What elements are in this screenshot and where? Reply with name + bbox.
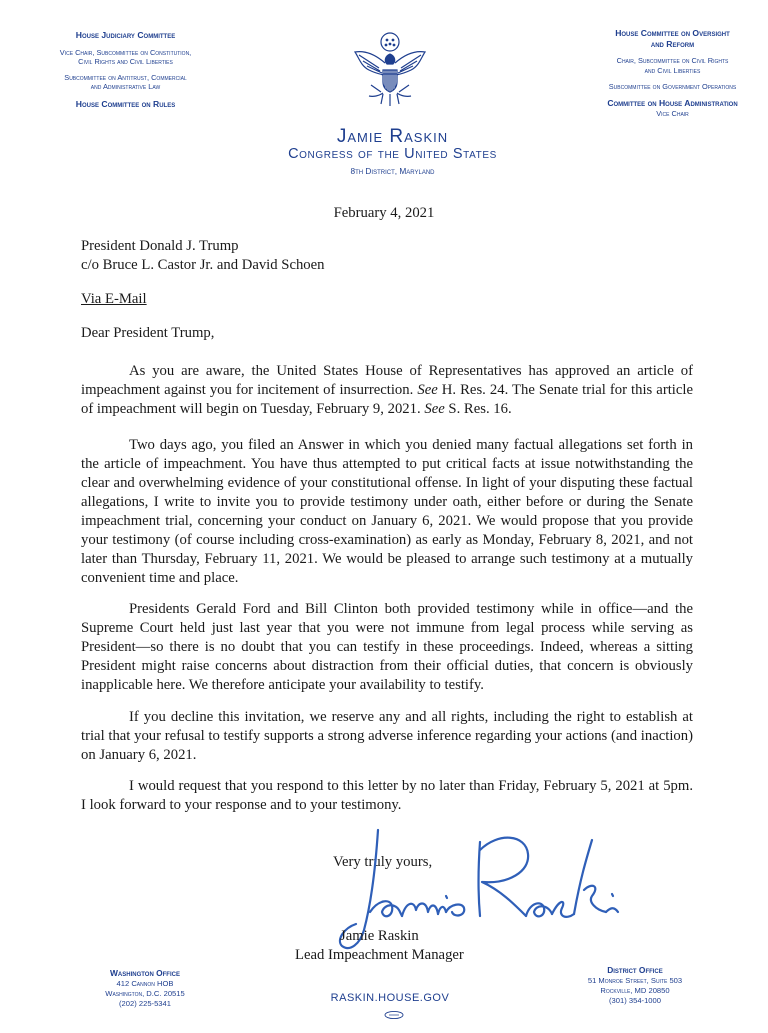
addressee-line: c/o Bruce L. Castor Jr. and David Schoen (81, 257, 325, 273)
committee-heading: and Reform (650, 38, 695, 49)
district-office (560, 965, 710, 1006)
office-title: Washington Office (110, 968, 180, 978)
paragraph-text: H. Res. 24. The Senate trial for this article of impeachment will begin on Tuesday, February 9, 2021. (81, 382, 694, 417)
body-paragraph: Presidents Gerald Ford and Bill Clinton both provided testimony while in office—and the Supreme Court held just last year that you were not immune from legal process while serving as President—so there is no doubt that you can testify in these proceedings. Indeed, whereas a sitting President might raise concerns about distraction from their official duties, that concern is obviously inapplicable here. We therefore anticipate your availability to testify. (81, 601, 693, 693)
congress-title: Congress of the United States (288, 146, 497, 162)
letterhead (220, 127, 565, 176)
committee-sub: Vice Chair (656, 108, 689, 118)
delivery-method: Via E-Mail (81, 291, 147, 307)
office-title: District Office (607, 965, 663, 975)
committee-heading: Committee on House Administration (607, 98, 738, 109)
signer-title: Lead Impeachment Manager (295, 947, 464, 963)
right-committee-list (560, 28, 768, 118)
committee-sub: Civil Rights and Civil Liberties (78, 56, 173, 66)
addressee-line: President Donald J. Trump (81, 238, 239, 254)
office-phone: (202) 225-5341 (119, 998, 171, 1008)
left-committee-list (18, 30, 233, 109)
salutation: Dear President Trump, (81, 325, 215, 341)
committee-heading: House Committee on Oversight (615, 28, 730, 38)
signer-name: Jamie Raskin (340, 928, 419, 944)
committee-sub: and Civil Liberties (644, 65, 701, 75)
committee-sub: Subcommittee on Antitrust, Commercial (64, 73, 187, 83)
district-label: 8th District, Maryland (350, 165, 435, 176)
body-paragraph: I would request that you respond to this letter by no later than Friday, February 5, 2021 at 5pm. I look forward to your response and to your testimony. (81, 778, 693, 813)
committee-heading: House Committee on Rules (75, 98, 176, 109)
printed-on-recycled-paper-icon (383, 1010, 405, 1020)
citation-signal: See (424, 401, 445, 417)
office-phone: (301) 354-1000 (609, 995, 661, 1005)
office-address: 51 Monroe Street, Suite 503 (587, 975, 683, 985)
addressee-block (81, 237, 325, 275)
body-paragraph: If you decline this invitation, we reserve any and all rights, including the right to establish at trial that your refusal to testify supports a strong adverse inference regarding your actions (and inaction) on January 6, 2021. (81, 709, 693, 763)
office-address: Rockville, MD 20850 (600, 985, 670, 995)
body-paragraph: Two days ago, you filed an Answer in which you denied many factual allegations set forth in the article of impeachment. You have thus attempted to put critical facts at issue notwithstanding the clear and overwhelming evidence of your constitutional offense. In light of your disputing these factual allegations, I write to invite you to provide testimony under oath, either before or during the Senate impeachment trial, concerning your conduct on January 6, 2021. We would propose that you provide your testimony (of course including cross-examination) as early as Monday, February 8, 2021, and not later than Thursday, February 11, 2021. We would be pleased to arrange such testimony at a mutually convenient time and place. (81, 437, 693, 586)
letter-date: February 4, 2021 (333, 205, 435, 221)
paragraph-text: S. Res. 16. (444, 401, 512, 417)
washington-office (80, 968, 210, 1009)
citation-signal: See (417, 382, 438, 398)
signer-block (295, 927, 464, 965)
committee-sub: Chair, Subcommittee on Civil Rights (616, 56, 729, 66)
office-address: Washington, D.C. 20515 (105, 988, 185, 998)
committee-sub: Vice Chair, Subcommittee on Constitution, (59, 47, 192, 57)
committee-sub: Subcommittee on Government Operations (608, 81, 737, 91)
committee-heading: House Judiciary Committee (75, 30, 176, 40)
member-name: Jamie Raskin (336, 126, 449, 147)
website-link[interactable]: RASKIN.HOUSE.GOV (330, 992, 450, 1004)
body-paragraph (81, 362, 693, 419)
paragraph-text: As you are aware, the United States House of Representatives has approved an article of impeachment against you for incitement of insurrection. (81, 363, 693, 398)
complimentary-close: Very truly yours, (333, 854, 433, 870)
committee-sub: and Administrative Law (90, 82, 161, 92)
great-seal-eagle-icon (349, 30, 431, 112)
office-address: 412 Cannon HOB (116, 978, 174, 988)
